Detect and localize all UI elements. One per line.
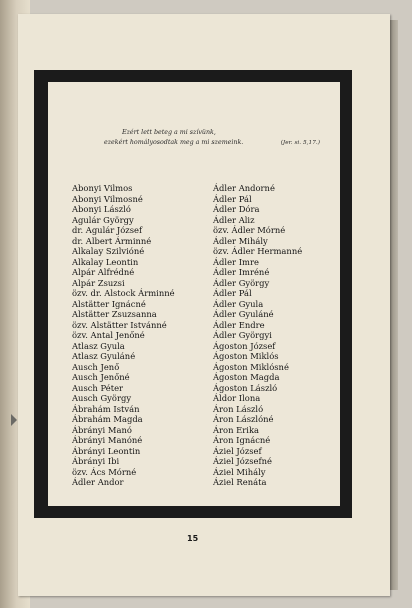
name-entry: Áziel Józsefné xyxy=(213,456,272,466)
name-entry: Abonyi Vilmosné xyxy=(72,193,143,204)
name-entry: Ádler Andorné xyxy=(213,183,275,193)
quote-line-1: Ezért lett beteg a mi szívünk, xyxy=(122,129,216,136)
name-entry: Ágoston Miklós xyxy=(213,351,279,361)
name-entry: Ádler Endre xyxy=(213,319,265,330)
name-entry: Ábrahám Magda xyxy=(72,414,143,424)
name-entry: Alpár Zsuzsi xyxy=(72,277,125,288)
quote-line-2: ezekért homályosodtak meg a mi szemeink. xyxy=(104,139,244,146)
name-entry: Ausch Jenő xyxy=(72,361,120,372)
name-entry: Ádler Imréné xyxy=(213,267,270,277)
name-entry: Ausch Jenőné xyxy=(72,372,130,382)
epigraph-quote xyxy=(104,128,324,148)
name-entry: Áron László xyxy=(213,403,264,414)
name-entry: Abonyi Vilmos xyxy=(72,183,133,193)
name-entry: Alstätter Zsuzsanna xyxy=(72,309,157,319)
name-entry: dr. Albert Árminné xyxy=(72,235,152,246)
name-entry: Ausch György xyxy=(72,393,132,403)
name-entry: Ausch Péter xyxy=(72,382,124,393)
name-entry: özv. Alstätter Istvánné xyxy=(72,319,167,330)
name-entry: dr. Agulár József xyxy=(72,225,143,235)
page-tab-arrow-icon xyxy=(11,414,17,426)
name-entry: Áziel Renáta xyxy=(213,477,267,487)
name-entry: Ádler Gyula xyxy=(213,298,264,309)
name-entry: Ábrányi Leontin xyxy=(72,445,141,456)
name-entry: özv. Ács Mórné xyxy=(72,466,137,477)
name-entry: Ádler Pál xyxy=(213,288,252,298)
name-entry: özv. Ádler Hermanné xyxy=(213,246,303,256)
name-entry: özv. Ádler Mórné xyxy=(213,225,286,235)
name-entry: Áldor Ilona xyxy=(213,393,261,403)
name-entry: Ábrányi Ibi xyxy=(72,456,120,466)
name-entry: Ádler Aliz xyxy=(213,214,255,225)
quote-reference: (Jer. si. 5,17.) xyxy=(280,140,320,146)
names-column-right xyxy=(213,183,302,488)
name-entry: Alstätter Ignácné xyxy=(72,298,146,309)
name-entry: Ágoston Magda xyxy=(213,372,280,382)
name-entry: Áron Ignácné xyxy=(213,435,271,445)
name-entry: Ágoston László xyxy=(213,382,278,393)
name-entry: Ábrányi Manóné xyxy=(72,435,143,445)
name-entry: Atlasz Gyula xyxy=(72,340,125,351)
name-entry: Alkalay Leontin xyxy=(72,256,139,267)
name-entry: Abonyi László xyxy=(72,204,131,214)
name-entry: Ádler Mihály xyxy=(213,235,268,246)
name-entry: Áziel Mihály xyxy=(213,466,266,477)
name-entry: Ádler Imre xyxy=(213,256,259,267)
name-entry: Ádler Andor xyxy=(72,477,124,487)
name-entry: Áziel József xyxy=(213,445,262,456)
name-entry: Ábrahám István xyxy=(72,403,140,414)
name-entry: Ádler Dóra xyxy=(213,204,260,214)
name-entry: Ábrányi Manó xyxy=(72,424,132,435)
name-entry: Alpár Alfrédné xyxy=(72,267,135,277)
name-entry: Atlasz Gyuláné xyxy=(72,351,136,361)
name-entry: Ádler Pál xyxy=(213,193,252,204)
page-number: 15 xyxy=(187,534,199,543)
name-entry: Agulár György xyxy=(72,214,134,225)
name-entry: Ágoston József xyxy=(213,340,276,351)
name-entry: özv. dr. Alstock Árminné xyxy=(72,288,175,298)
name-entry: Ádler Györgyi xyxy=(213,330,272,340)
name-entry: Ádler Gyuláné xyxy=(213,309,274,319)
name-entry: Ádler György xyxy=(213,277,270,288)
name-entry: Áron Erika xyxy=(213,424,260,435)
name-entry: özv. Antal Jenőné xyxy=(72,330,145,340)
name-entry: Áron Lászlóné xyxy=(213,414,274,424)
name-entry: Alkalay Szilvióné xyxy=(72,246,145,256)
name-entry: Ágoston Miklósné xyxy=(213,361,289,372)
names-column-left xyxy=(72,183,175,488)
